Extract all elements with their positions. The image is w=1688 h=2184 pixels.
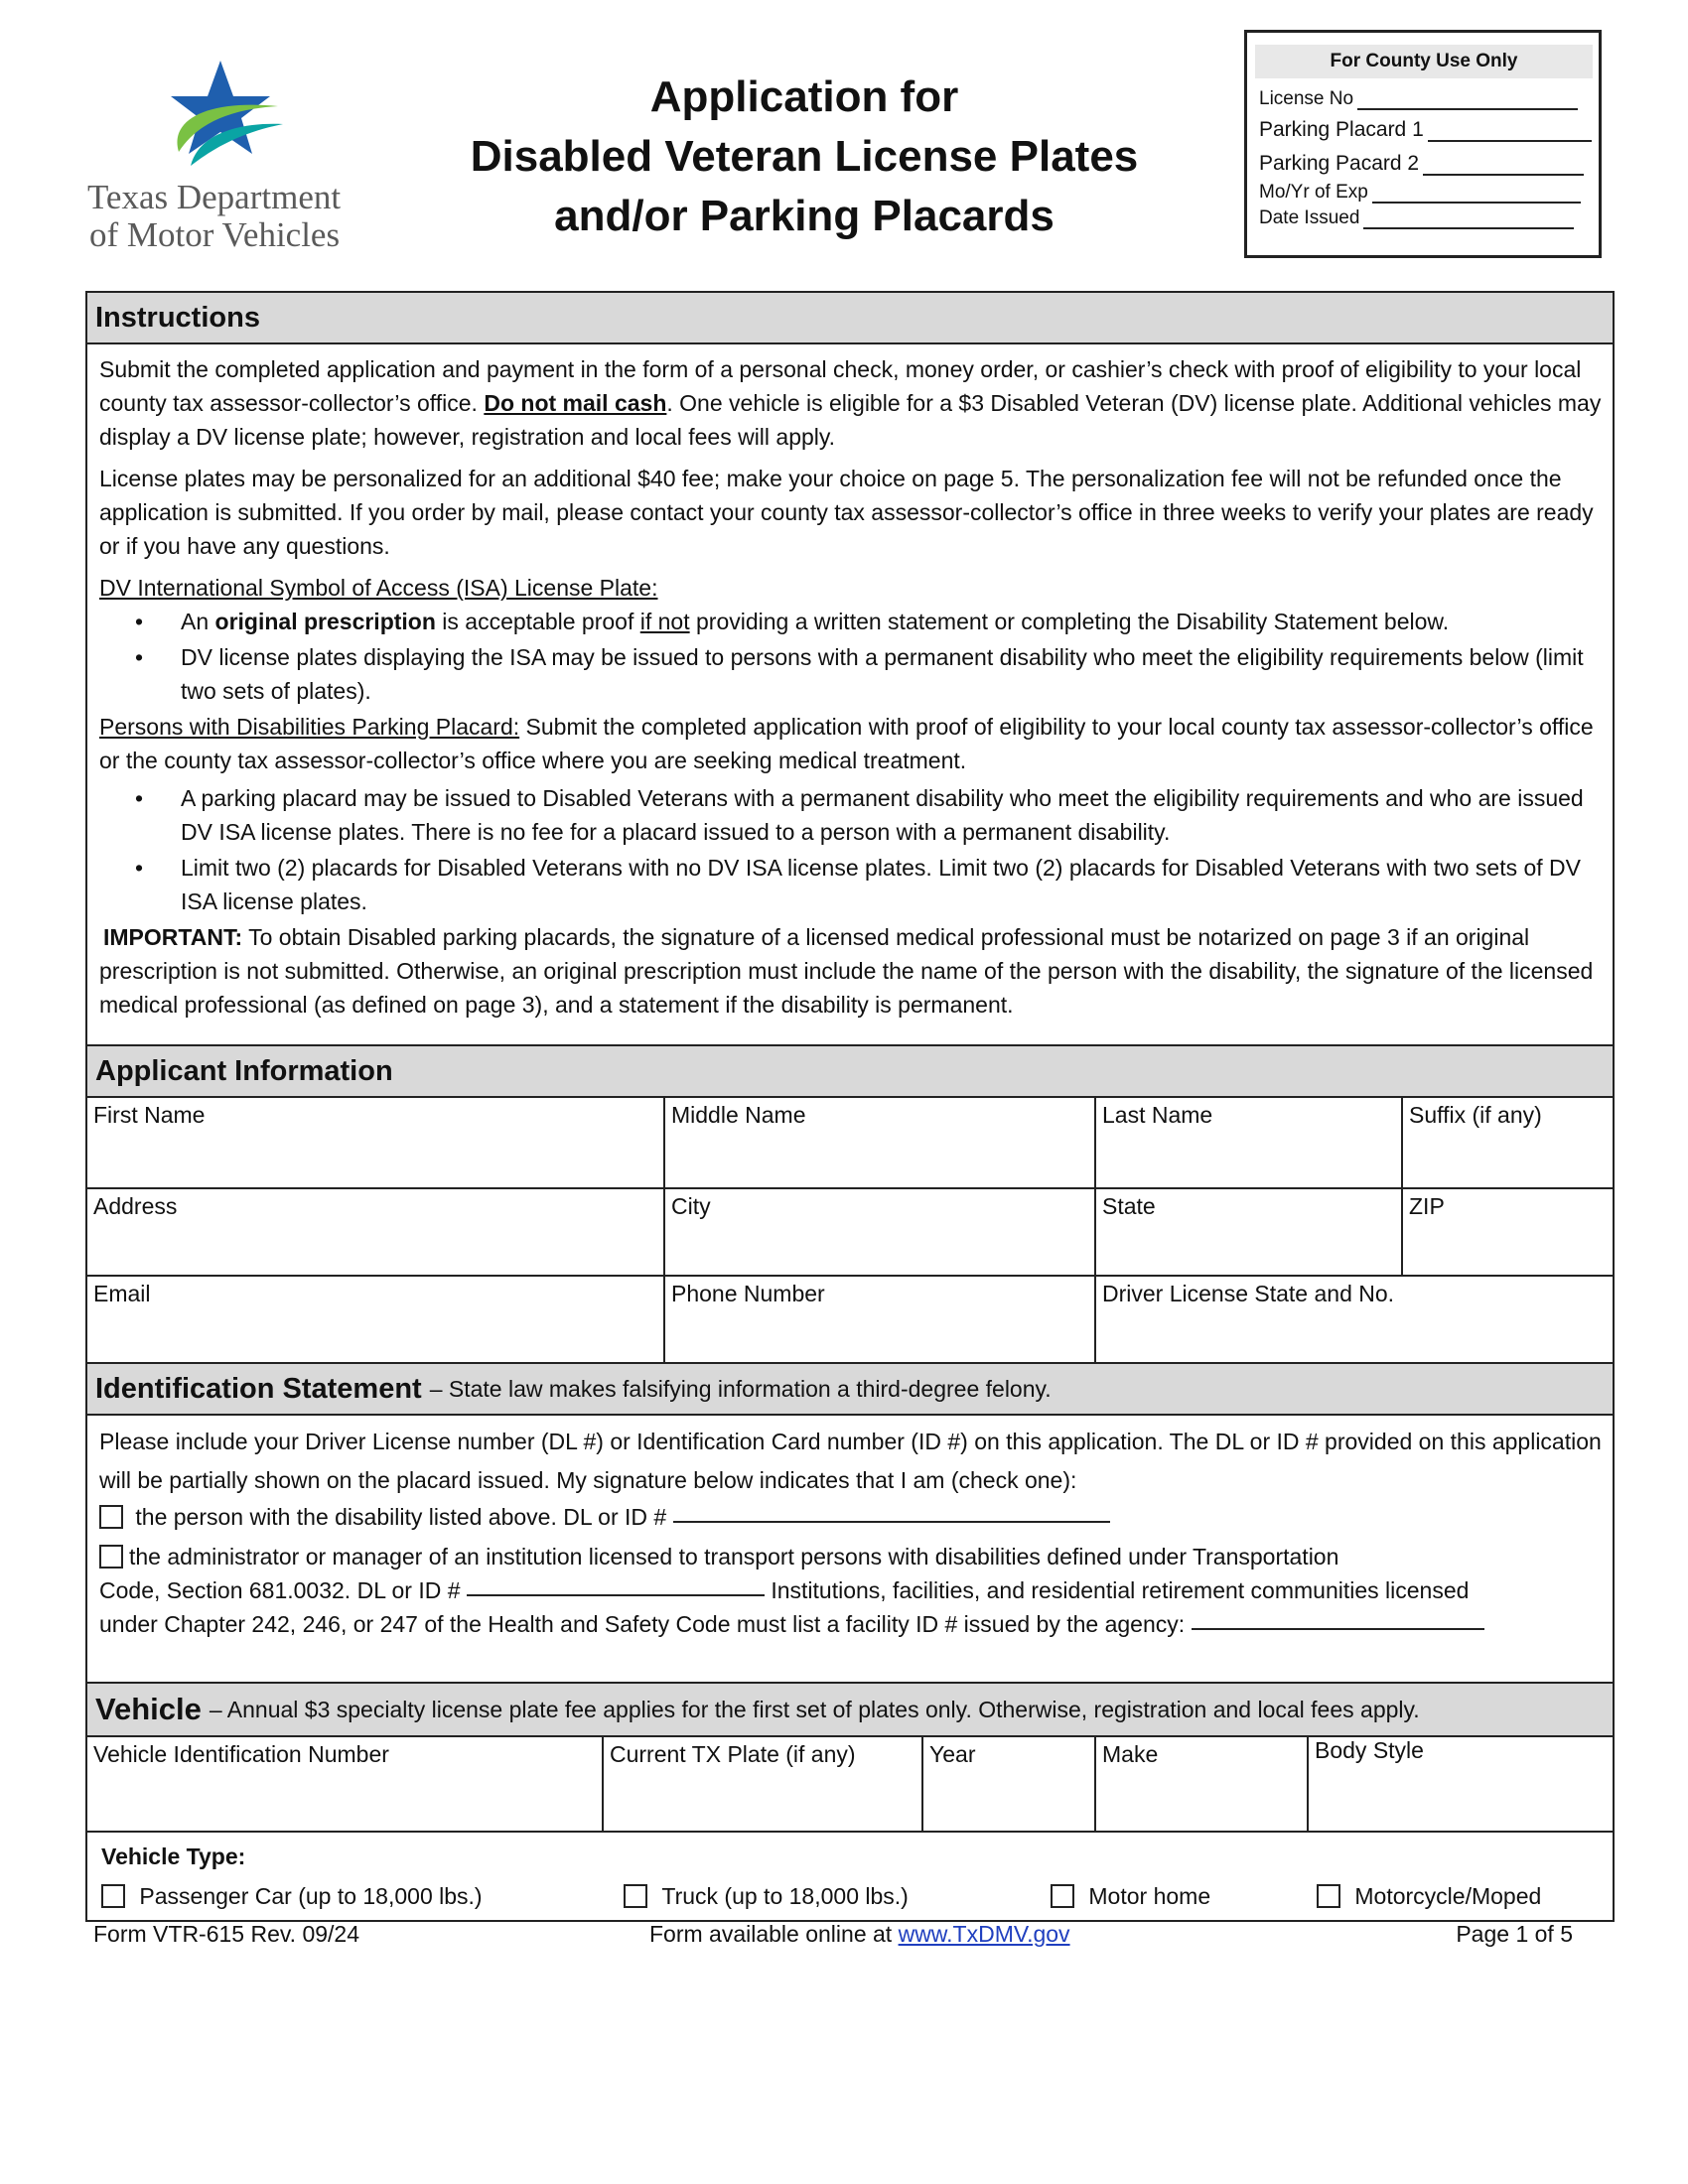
zip-field[interactable]: ZIP — [1403, 1189, 1613, 1277]
suffix-field[interactable]: Suffix (if any) — [1403, 1098, 1613, 1189]
page-number: Page 1 of 5 — [1456, 1921, 1573, 1947]
vin-field[interactable]: Vehicle Identification Number — [87, 1737, 604, 1833]
person-with-disability-checkbox[interactable] — [99, 1505, 123, 1529]
title-line1: Application for — [649, 72, 959, 121]
parking-placard-2-field[interactable]: Parking Pacard 2 — [1259, 152, 1584, 176]
agency-name-line1: Texas Department — [87, 178, 342, 216]
online-availability: Form available online at www.TxDMV.gov — [649, 1921, 1070, 1947]
applicant-info-heading: Applicant Information — [87, 1044, 1613, 1098]
txdmv-logo — [79, 55, 377, 253]
driver-license-field[interactable]: Driver License State and No. — [1102, 1281, 1395, 1306]
placard-paragraph: Persons with Disabilities Parking Placard: Submit the completed application with proof of eligibility to your local county tax assessor-collector’s office or the county tax assessor-collector’s office where you are seeking medical treatment. — [99, 714, 1594, 773]
title-line3: and/or Parking Placards — [554, 192, 1055, 240]
placard-bullet-2: • Limit two (2) placards for Disabled Veterans with no DV ISA license plates. Limit two (2) placards for Disabled Veterans with two sets of DV ISA license plates. — [135, 855, 1582, 914]
identification-option-2: the administrator or manager of an institution licensed to transport persons with disabilities defined under Transportation Code, Section 681.0032. DL or ID # Institutions, facilities, and residential retirement communities licensed under Chapter 242, 246, or 247 of the Health and Safety Code must list a facility ID # issued by the agency: — [99, 1540, 1609, 1641]
state-field[interactable]: State — [1096, 1189, 1403, 1277]
vehicle-type-motor-home[interactable]: Motor home — [1051, 1883, 1210, 1910]
instructions-heading: Instructions — [87, 291, 1613, 344]
isa-plate-heading: DV International Symbol of Access (ISA) License Plate: — [99, 575, 658, 601]
page-footer — [93, 1921, 1573, 1961]
county-use-box — [1244, 30, 1602, 258]
txdmv-link[interactable]: www.TxDMV.gov — [898, 1921, 1070, 1947]
truck-checkbox[interactable] — [624, 1884, 647, 1908]
year-field[interactable]: Year — [923, 1737, 1096, 1833]
dl-id-number-line-1[interactable] — [673, 1520, 1110, 1523]
motor-home-checkbox[interactable] — [1051, 1884, 1074, 1908]
passenger-car-checkbox[interactable] — [101, 1884, 125, 1908]
vehicle-type-passenger-car[interactable]: Passenger Car (up to 18,000 lbs.) — [101, 1883, 483, 1910]
instructions-paragraph-1: Submit the completed application and payment in the form of a personal check, money order, or cashier’s check with proof of eligibility to your local county tax assessor-collector’s office. Do not mail cash. One vehicle is eligible for a $3 Disabled Veteran (DV) license plate. Additional vehicles may display a DV license plate; however, registration and local fees will apply. — [99, 356, 1602, 450]
instructions-paragraph-2: License plates may be personalized for an additional $40 fee; make your choice on page 5. The personalization fee will not be refunded once the application is submitted. If you order by mail, please contact your county tax assessor-collector’s office in three weeks to verify your plates are ready or if you have any questions. — [99, 466, 1594, 559]
vehicle-heading: Vehicle – Annual $3 specialty license plate fee applies for the first set of plates only. Otherwise, registration and local fees apply. — [87, 1682, 1613, 1737]
agency-name-line2: of Motor Vehicles — [89, 215, 341, 254]
important-paragraph: IMPORTANT: To obtain Disabled parking placards, the signature of a licensed medical professional must be notarized on page 3 if an original prescription is not submitted. Otherwise, an original prescription must include the name of the person with the disability, the signature of the licensed medical professional (as defined on page 3), and a statement if the disability is permanent. — [99, 924, 1594, 1018]
last-name-field[interactable]: Last Name — [1096, 1098, 1403, 1189]
vehicle-type-truck[interactable]: Truck (up to 18,000 lbs.) — [624, 1883, 909, 1910]
parking-placard-1-field[interactable]: Parking Placard 1 — [1259, 118, 1592, 142]
facility-id-line[interactable] — [1192, 1627, 1484, 1630]
isa-bullet-1: • An original prescription is acceptable proof if not providing a written statement or completing the Disability Statement below. — [135, 609, 1450, 634]
body-style-field[interactable]: Body Style — [1309, 1737, 1613, 1833]
city-field[interactable]: City — [665, 1189, 1096, 1277]
txdmv-star-icon — [79, 55, 377, 179]
mo-yr-exp-field[interactable]: Mo/Yr of Exp — [1259, 182, 1581, 204]
placard-bullet-1: • A parking placard may be issued to Disabled Veterans with a permanent disability who meet the eligibility requirements and who are issued DV ISA license plates. There is no fee for a placard issued to a person with a permanent disability. — [135, 785, 1584, 845]
vehicle-type-motorcycle[interactable]: Motorcycle/Moped — [1317, 1883, 1541, 1910]
middle-name-field[interactable]: Middle Name — [665, 1098, 1096, 1189]
license-no-field[interactable]: License No — [1259, 88, 1578, 110]
isa-bullet-2: • DV license plates displaying the ISA may be issued to persons with a permanent disability who meet the eligibility requirements below (limit two sets of plates). — [135, 644, 1584, 704]
address-field[interactable]: Address — [87, 1189, 665, 1277]
date-issued-field[interactable]: Date Issued — [1259, 207, 1574, 229]
motorcycle-moped-checkbox[interactable] — [1317, 1884, 1340, 1908]
title-line2: Disabled Veteran License Plates — [470, 132, 1139, 181]
email-field[interactable]: Email — [87, 1277, 665, 1362]
application-form — [85, 291, 1615, 1922]
dl-id-number-line-2[interactable] — [467, 1593, 765, 1596]
county-use-title: For County Use Only — [1255, 45, 1593, 78]
institution-administrator-checkbox[interactable] — [99, 1545, 123, 1569]
phone-number-field[interactable]: Phone Number — [665, 1277, 1096, 1362]
identification-intro: Please include your Driver License number (DL #) or Identification Card number (ID #) on this application. The DL or ID # provided on this application will be partially shown on the placard issued. My signature below indicates that I am (check one): — [99, 1429, 1602, 1493]
current-plate-field[interactable]: Current TX Plate (if any) — [604, 1737, 923, 1833]
make-field[interactable]: Make — [1096, 1737, 1309, 1833]
form-title — [427, 68, 1182, 246]
form-number: Form VTR-615 Rev. 09/24 — [93, 1921, 360, 1947]
identification-option-1: the person with the disability listed above. DL or ID # — [99, 1498, 1609, 1537]
vehicle-type-label: Vehicle Type: — [101, 1843, 246, 1869]
identification-heading: Identification Statement – State law makes falsifying information a third-degree felony. — [87, 1362, 1613, 1416]
first-name-field[interactable]: First Name — [87, 1098, 665, 1189]
